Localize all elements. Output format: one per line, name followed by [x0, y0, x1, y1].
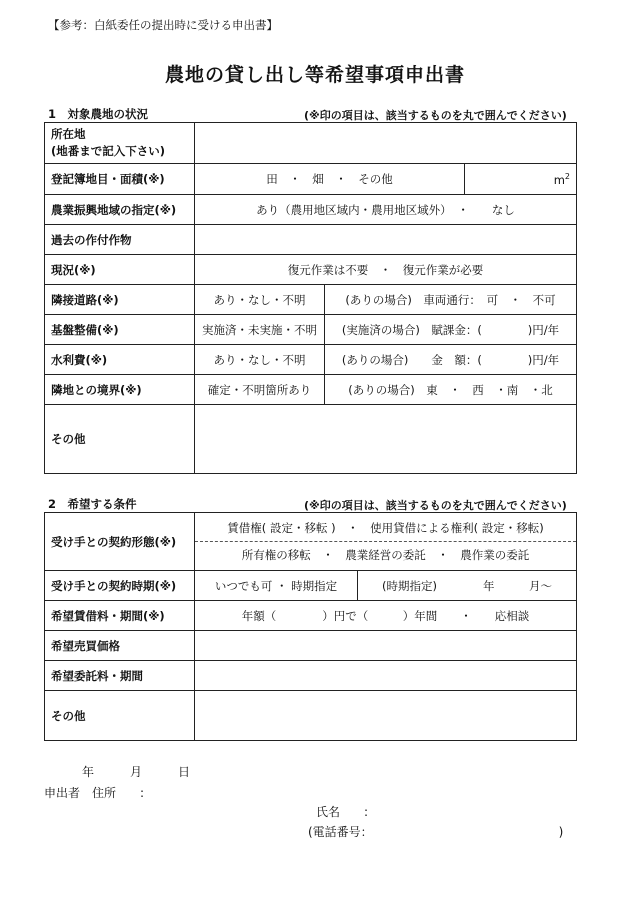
section1-heading: 1 対象農地の状況 [48, 107, 149, 121]
past-crops-label: 過去の作付作物 [45, 225, 195, 255]
contract-time-detail[interactable]: (時期指定) 年 月～ [358, 571, 577, 601]
water-options[interactable]: あり・なし・不明 [195, 345, 325, 375]
water-detail[interactable]: (ありの場合) 金 額：( )円/年 [325, 345, 577, 375]
row-consign [45, 661, 577, 691]
registry-label: 登記簿地目・面積(※) [45, 164, 195, 195]
applicant-address-line[interactable]: 申出者 住所 : [44, 786, 145, 800]
rent-label: 希望賃借料・期間(※) [45, 601, 195, 631]
promotion-options[interactable]: あり（農用地区域内・農用地区域外） ・ なし [195, 195, 577, 225]
road-label: 隣接道路(※) [45, 285, 195, 315]
row-location [45, 123, 577, 164]
row-base [45, 315, 577, 345]
row-past-crops [45, 225, 577, 255]
consign-label: 希望委託料・期間 [45, 661, 195, 691]
other1-label: その他 [45, 405, 195, 474]
status-label: 現況(※) [45, 255, 195, 285]
other2-field[interactable] [195, 691, 577, 741]
other2-label: その他 [45, 691, 195, 741]
registry-options[interactable]: 田 ・ 畑 ・ その他 [195, 164, 465, 195]
row-boundary [45, 375, 577, 405]
row-promotion [45, 195, 577, 225]
promotion-label: 農業振興地域の指定(※) [45, 195, 195, 225]
reference-note: 【参考：白紙委任の提出時に受ける申出書】 [48, 18, 278, 32]
boundary-label: 隣地との境界(※) [45, 375, 195, 405]
boundary-options[interactable]: 確定・不明箇所あり [195, 375, 325, 405]
area-unit: m [553, 172, 565, 187]
rent-options[interactable]: 年額（ ）円で（ ）年間 ・ 応相談 [195, 601, 577, 631]
past-crops-field[interactable] [195, 225, 577, 255]
row-rent [45, 601, 577, 631]
sale-label: 希望売買価格 [45, 631, 195, 661]
section2-heading: 2 希望する条件 [48, 497, 137, 511]
contract-time-label: 受け手との契約時期(※) [45, 571, 195, 601]
base-label: 基盤整備(※) [45, 315, 195, 345]
boundary-detail[interactable]: (ありの場合) 東 ・ 西 ・南 ・北 [325, 375, 577, 405]
section2-note: (※印の項目は、該当するものを丸で囲んでください) [304, 499, 567, 512]
row-other1 [45, 405, 577, 474]
contract-form-line1[interactable]: 賃借権( 設定・移転 ) ・ 使用貸借による権利( 設定・移転) [227, 521, 544, 535]
road-options[interactable]: あり・なし・不明 [195, 285, 325, 315]
form-title: 農地の貸し出し等希望事項申出書 [164, 64, 465, 86]
sale-field[interactable] [195, 631, 577, 661]
water-label: 水利費(※) [45, 345, 195, 375]
contract-time-options[interactable]: いつでも可 ・ 時期指定 [195, 571, 358, 601]
base-options[interactable]: 実施済・未実施・不明 [195, 315, 325, 345]
row-road [45, 285, 577, 315]
section1-table [44, 122, 577, 474]
section2-table [44, 512, 577, 741]
status-options[interactable]: 復元作業は不要 ・ 復元作業が必要 [195, 255, 577, 285]
road-detail[interactable]: (ありの場合) 車両通行： 可 ・ 不可 [325, 285, 577, 315]
row-contract-form [45, 513, 577, 571]
row-sale [45, 631, 577, 661]
consign-field[interactable] [195, 661, 577, 691]
base-detail[interactable]: (実施済の場合) 賦課金：( )円/年 [325, 315, 577, 345]
row-other2 [45, 691, 577, 741]
contract-form-options[interactable] [195, 513, 577, 571]
location-field[interactable] [195, 123, 577, 164]
row-contract-time [45, 571, 577, 601]
contract-form-label: 受け手との契約形態(※) [45, 513, 195, 571]
row-registry [45, 164, 577, 195]
area-field[interactable] [465, 164, 577, 195]
date-line[interactable]: 年 月 日 [82, 765, 191, 779]
section1-note: (※印の項目は、該当するものを丸で囲んでください) [304, 109, 567, 122]
applicant-name-line[interactable]: 氏名 : [316, 805, 369, 819]
row-status [45, 255, 577, 285]
other1-field[interactable] [195, 405, 577, 474]
area-unit-superscript: 2 [564, 171, 571, 181]
contract-form-line2[interactable]: 所有権の移転 ・ 農業経営の委託 ・ 農作業の委託 [195, 541, 576, 568]
location-label: 所在地 [51, 127, 86, 141]
location-sub-label: (地番まで記入下さい) [51, 144, 166, 158]
row-water [45, 345, 577, 375]
phone-line[interactable]: (電話番号： ) [308, 825, 564, 839]
